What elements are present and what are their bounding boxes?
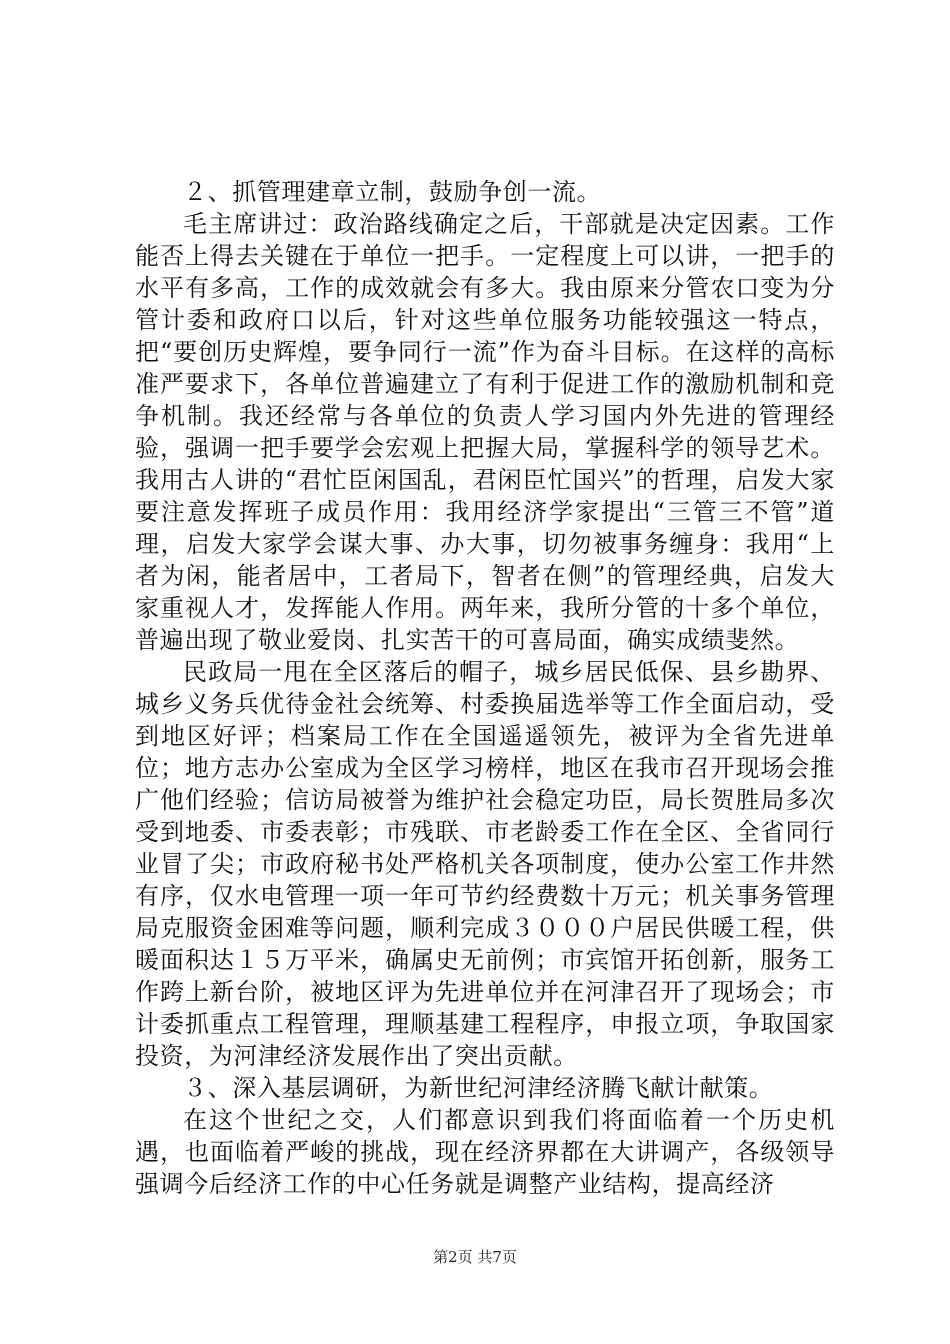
- body-paragraph: 毛主席讲过：政治路线确定之后，干部就是决定因素。工作能否上得去关键在于单位一把手。一定程度上可以讲，一把手的水平有多高，工作的成效就会有多大。我由原来分管农口变为分管计委和政府口以后，针对这些单位服务功能较强这一特点，把“要创历史辉煌，要争同行一流”作为奋斗目标。在这样的高标准严要求下，各单位普遍建立了有利于促进工作的激励机制和竞争机制。我还经常与各单位的负责人学习国内外先进的管理经验，强调一把手要学会宏观上把握大局，掌握科学的领导艺术。我用古人讲的“君忙臣闲国乱，君闲臣忙国兴”的哲理，启发大家要注意发挥班子成员作用：我用经济学家提出“三管三不管”道理，启发大家学会谋大事、办大事，切勿被事务缠身：我用“上者为闲，能者居中，工者局下，智者在侧”的管理经典，启发大家重视人才，发挥能人作用。两年来，我所分管的十多个单位，普遍出现了敬业爱岗、扎实苦干的可喜局面，确实成绩斐然。: [135, 210, 835, 654]
- section-heading-2: ２、抓管理建章立制，鼓励争创一流。: [183, 178, 602, 206]
- body-paragraph: 在这个世纪之交，人们都意识到我们将面临着一个历史机遇，也面临着严峻的挑战，现在经济界都在大讲调产，各级领导强调今后经济工作的中心任务就是调整产业结构，提高经济: [135, 1106, 835, 1198]
- page-number-footer: 第2页 共7页: [433, 1248, 517, 1266]
- document-body: [135, 176, 835, 1200]
- section-heading-3: ３、深入基层调研，为新世纪河津经济腾飞献计献策。: [183, 1074, 774, 1102]
- body-paragraph: 民政局一甩在全区落后的帽子，城乡居民低保、县乡勘界、城乡义务兵优待金社会统筹、村委换届选举等工作全面启动，受到地区好评；档案局工作在全国遥遥领先，被评为全省先进单位；地方志办公室成为全区学习榜样，地区在我市召开现场会推广他们经验；信访局被誉为维护社会稳定功臣，局长贺胜局多次受到地委、市委表彰；市残联、市老龄委工作在全区、全省同行业冒了尖；市政府秘书处严格机关各项制度，使办公室工作井然有序，仅水电管理一项一年可节约经费数十万元；机关事务管理局克服资金困难等问题，顺利完成３０００户居民供暖工程，供暖面积达１５万平米，确属史无前例；市宾馆开拓创新，服务工作跨上新台阶，被地区评为先进单位并在河津召开了现场会；市计委抓重点工程管理，理顺基建工程程序，申报立项，争取国家投资，为河津经济发展作出了突出贡献。: [135, 658, 835, 1070]
